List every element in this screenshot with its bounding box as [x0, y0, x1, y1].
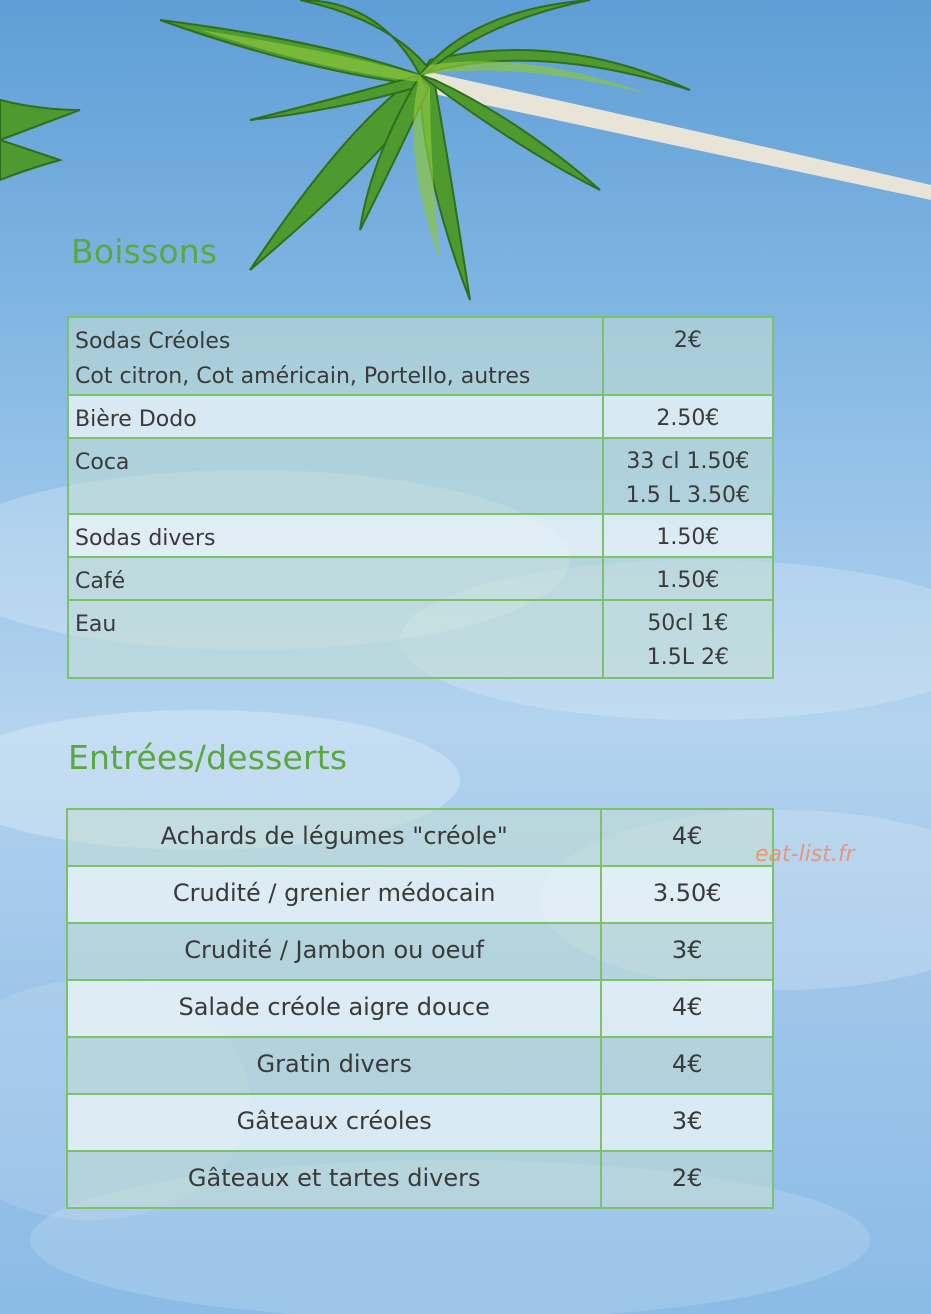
item-name-cell	[68, 317, 603, 395]
drinks-price-table	[67, 316, 774, 679]
item-price: 4€	[601, 1037, 773, 1094]
item-name: Sodas divers	[75, 526, 216, 551]
item-name: Gratin divers	[67, 1037, 601, 1094]
item-price: 3€	[601, 923, 773, 980]
watermark: eat-list.fr	[755, 842, 855, 867]
item-price: 1.5 L 3.50€	[625, 483, 751, 508]
item-name: Salade créole aigre douce	[67, 980, 601, 1037]
section-title-entrees-desserts: Entrées/desserts	[68, 738, 348, 777]
table-row	[67, 980, 773, 1037]
item-price: 50cl 1€	[647, 611, 729, 636]
item-name: Coca	[75, 450, 130, 475]
table-row	[68, 395, 773, 438]
item-name: Eau	[75, 612, 117, 637]
item-price: 2€	[601, 1151, 773, 1208]
item-price: 4€	[601, 809, 773, 866]
item-name: Gâteaux et tartes divers	[67, 1151, 601, 1208]
item-name: Sodas Créoles	[75, 329, 231, 354]
item-name-cell	[68, 395, 603, 438]
starters-desserts-price-table	[66, 808, 774, 1209]
item-price: 2€	[673, 328, 702, 353]
item-price: 1.5L 2€	[646, 645, 730, 670]
item-name: Café	[75, 569, 126, 594]
table-row	[67, 809, 773, 866]
table-row	[67, 866, 773, 923]
item-name: Crudité / grenier médocain	[67, 866, 601, 923]
table-row	[67, 1037, 773, 1094]
item-price: 3€	[601, 1094, 773, 1151]
item-name: Crudité / Jambon ou oeuf	[67, 923, 601, 980]
palm-tree-image	[0, 0, 931, 320]
item-price: 2.50€	[656, 406, 720, 431]
item-price: 33 cl 1.50€	[626, 449, 750, 474]
item-price: 4€	[601, 980, 773, 1037]
table-row	[68, 557, 773, 600]
item-price-cell	[603, 395, 773, 438]
table-row	[67, 1094, 773, 1151]
table-row	[68, 317, 773, 395]
table-row	[68, 514, 773, 557]
item-name-cell	[68, 557, 603, 600]
item-name: Gâteaux créoles	[67, 1094, 601, 1151]
item-price: 1.50€	[656, 525, 720, 550]
item-name: Bière Dodo	[75, 407, 197, 432]
item-detail: Cot citron, Cot américain, Portello, autres	[75, 364, 531, 389]
item-price-cell	[603, 514, 773, 557]
section-title-boissons: Boissons	[71, 232, 218, 271]
item-price-cell	[603, 600, 773, 678]
table-row	[67, 923, 773, 980]
table-row	[68, 438, 773, 514]
item-price: 1.50€	[656, 568, 720, 593]
item-price-cell	[603, 317, 773, 395]
table-row	[67, 1151, 773, 1208]
item-name-cell	[68, 438, 603, 514]
item-name-cell	[68, 600, 603, 678]
item-name: Achards de légumes "créole"	[67, 809, 601, 866]
item-price: 3.50€	[601, 866, 773, 923]
item-price-cell	[603, 438, 773, 514]
table-row	[68, 600, 773, 678]
item-price-cell	[603, 557, 773, 600]
item-name-cell	[68, 514, 603, 557]
